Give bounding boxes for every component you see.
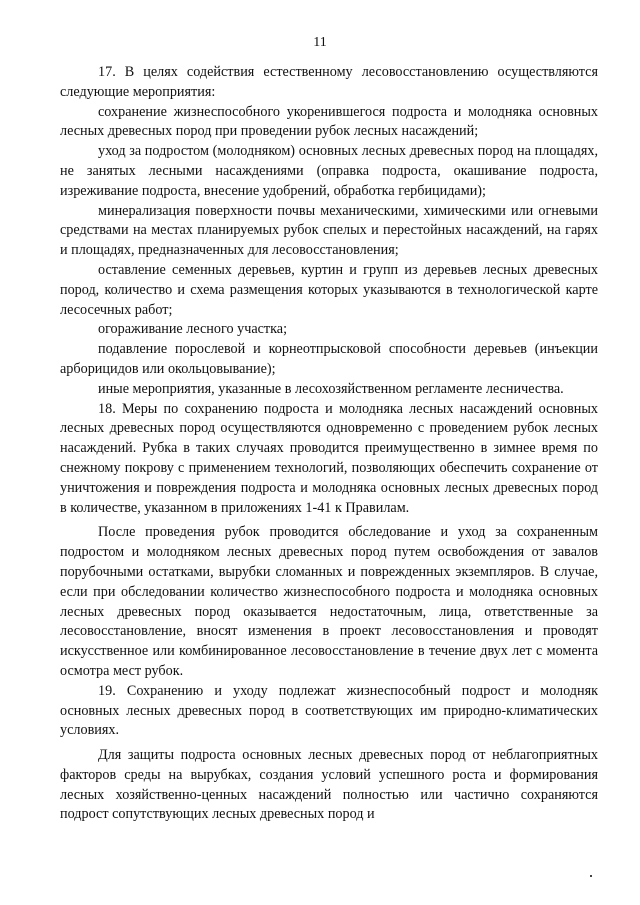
paragraph-19: 19. Сохранению и уходу подлежат жизнеспособный подрост и молодняк основных лесных древесных пород в соответствующих им природно-климатических условиях. (60, 682, 598, 739)
paragraph-measure-mineralization: минерализация поверхности почвы механическими, химическими или огневыми средствами на местах планируемых рубок спелых и перестойных насаждений, на гарях и площадях, предназначенных для лесовосстановления; (60, 202, 598, 259)
paragraph-measure-preservation: сохранение жизнеспособного укоренившегося подроста и молодняка основных лесных древесных пород при проведении рубок лесных насаждений; (60, 103, 598, 140)
paragraph-18: 18. Меры по сохранению подроста и молодняка лесных насаждений основных лесных древесных пород осуществляются одновременно с проведением рубок лесных насаждений. Рубка в таких случаях проводится преимущественно в зимнее время по снежному покрову с применением технологий, позволяющих обеспечить сохранение от уничтожения и повреждения подроста и молодняка основных лесных древесных пород в количестве, указанном в приложениях 1-41 к Правилам. (60, 400, 598, 516)
paragraph-measure-other: иные мероприятия, указанные в лесохозяйственном регламенте лесничества. (98, 380, 564, 397)
paragraph-17-intro: 17. В целях содействия естественному лесовосстановлению осуществляются следующие мероприятия: (60, 64, 598, 100)
paragraph-measure-suppression: подавление порослевой и корнеотпрысковой способности деревьев (инъекции арборицидов или окольцовывание); (60, 341, 598, 377)
page-number: 11 (313, 35, 327, 50)
paragraph-protection: Для защиты подроста основных лесных древесных пород от неблагоприятных факторов среды на вырубках, создания условий успешного роста и формирования лесных хозяйственно-ценных насаждений полностью или частично сохраняются подрост сопутствующих лесных древесных пород и (60, 747, 598, 823)
scan-dot (590, 875, 592, 877)
paragraph-measure-fencing: огораживание лесного участка; (98, 321, 288, 338)
document-body (60, 63, 598, 825)
paragraph-measure-seed-trees: оставление семенных деревьев, куртин и групп из деревьев лесных древесных пород, количество и схема размещения которых указываются в технологической карте лесосечных работ; (60, 261, 598, 318)
paragraph-measure-care: уход за подростом (молодняком) основных лесных древесных пород на площадях, не занятых лесными насаждениями (оправка подроста, окашивание подроста, изреживание подроста, внесение удобрений, обработка гербицидами); (60, 143, 598, 199)
paragraph-after-cutting: После проведения рубок проводится обследование и уход за сохраненным подростом и молодняком лесных древесных пород путем освобождения от завалов порубочными остатками, вырубки сломанных и поврежденных экземпляров. В случае, если при обследовании количество жизнеспособного подроста и молодняка основных лесных древесных пород оказывается недостаточным, лица, ответственные за лесовосстановление, вносят изменения в проект лесовосстановления и проводят искусственное или комбинированное лесовосстановление в течение двух лет с момента осмотра мест рубок. (60, 524, 598, 679)
